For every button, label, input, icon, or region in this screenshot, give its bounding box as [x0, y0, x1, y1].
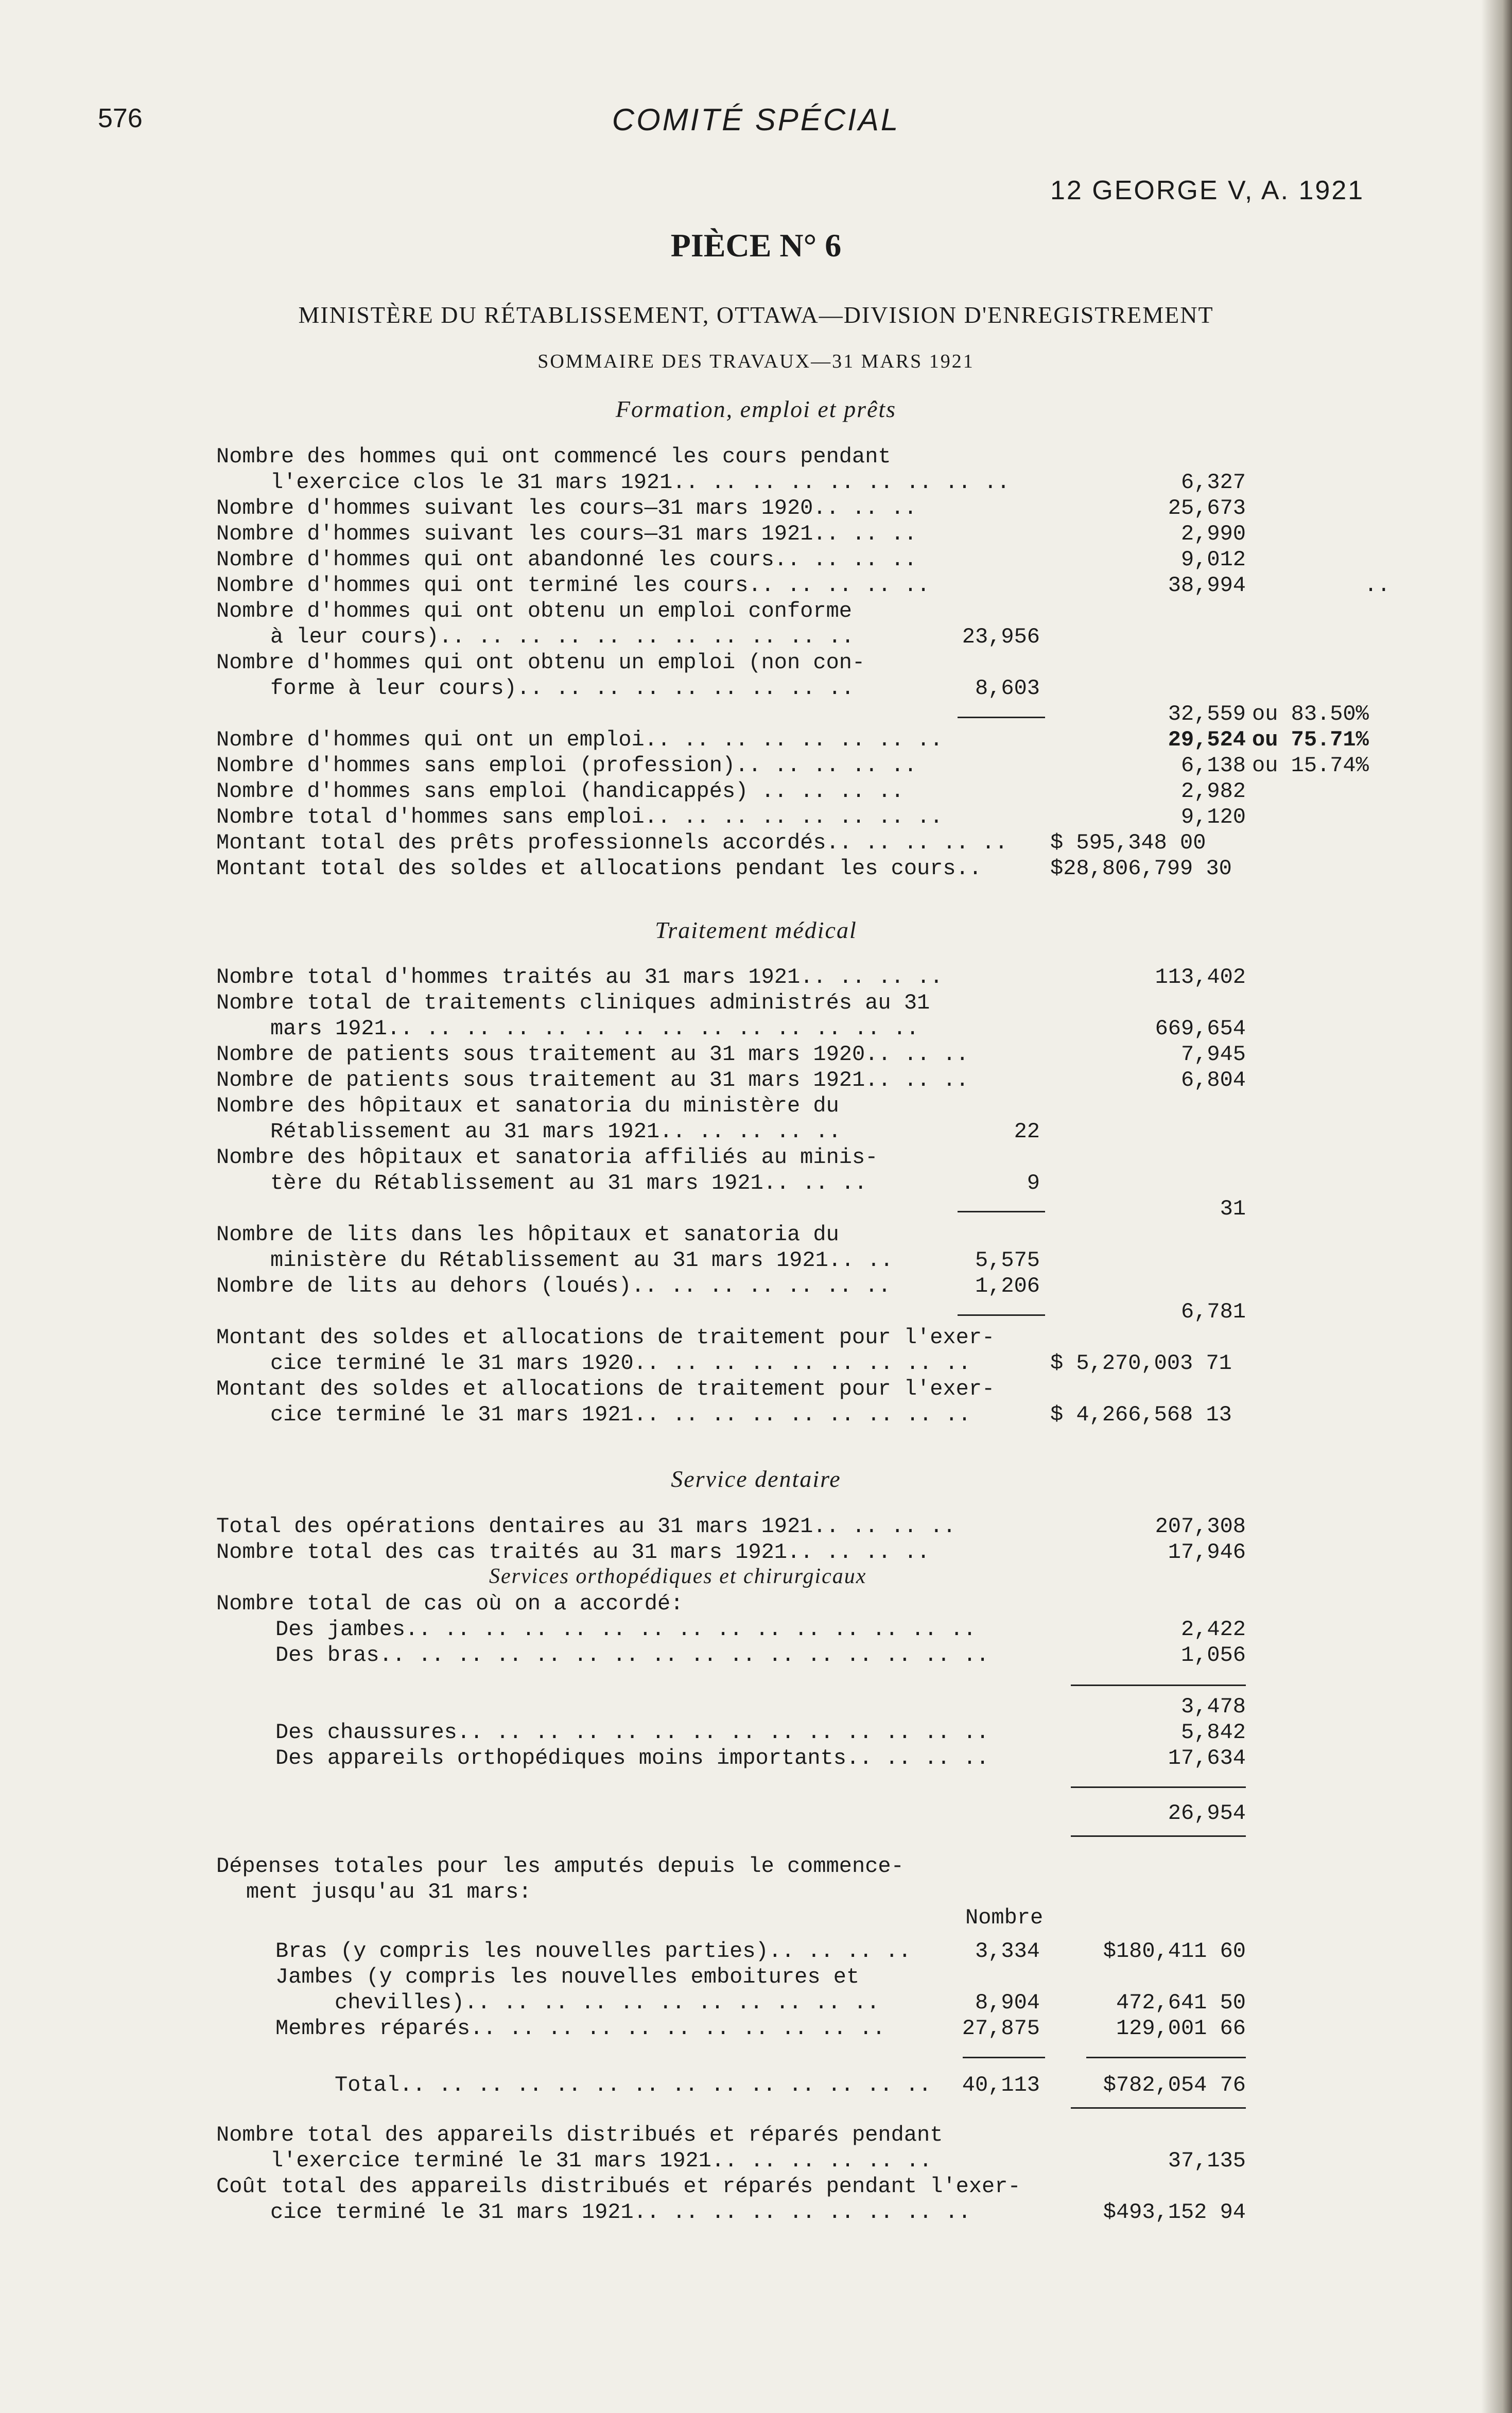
medical-value-4: 6,804: [1180, 1068, 1246, 1092]
amputees-row-3-amount: 129,001 66: [1116, 2016, 1246, 2041]
medical-value-9: $ 5,270,003 71: [1050, 1351, 1232, 1376]
medical-line-4: Nombre de patients sous traitement au 31 mars 1921.. .. ..: [216, 1068, 969, 1092]
formation-line-10: Nombre d'hommes sans emploi (handicappés) .. .. .. ..: [216, 779, 904, 804]
formation-line-11: Nombre total d'hommes sans emploi.. .. .. .. .. .. .. ..: [216, 805, 943, 829]
amputees-row-2-amount: 472,641 50: [1116, 1990, 1246, 2015]
dental-subtotal-rule: [1071, 1685, 1246, 1686]
dental-value-2: 17,946: [1168, 1540, 1246, 1565]
medical-mid-6: 9: [1027, 1171, 1040, 1195]
dental-line-4: Des jambes.. .. .. .. .. .. .. .. .. .. .. .. .. .. ..: [275, 1617, 977, 1642]
amputees-total-underline: [1071, 2107, 1246, 2109]
formation-value-3: 2,990: [1180, 522, 1246, 546]
formation-line-2: Nombre d'hommes suivant les cours—31 mars 1920.. .. ..: [216, 496, 917, 520]
formation-value-11: 9,120: [1180, 805, 1246, 829]
medical-line-6a: Nombre des hôpitaux et sanatoria affiliés au minis-: [216, 1145, 878, 1170]
dental-subtotal: 3,478: [1180, 1694, 1246, 1719]
formation-line-1b: l'exercice clos le 31 mars 1921.. .. .. .. .. .. .. .. ..: [270, 470, 1010, 495]
footer-line-1b: l'exercice terminé le 31 mars 1921.. .. .. .. .. ..: [270, 2148, 932, 2173]
formation-value-4: 9,012: [1180, 547, 1246, 572]
formation-pct-8: ou 75.71%: [1252, 727, 1369, 752]
formation-line-7a: Nombre d'hommes qui ont obtenu un emploi (non con-: [216, 650, 865, 675]
medical-line-8: Nombre de lits au dehors (loués).. .. .. .. .. .. ..: [216, 1274, 891, 1298]
medical-line-1: Nombre total d'hommes traités au 31 mars 1921.. .. .. ..: [216, 965, 943, 989]
formation-value-8: 29,524: [1168, 727, 1246, 752]
dental-value-1: 207,308: [1155, 1514, 1246, 1539]
formation-value-5-dots: ..: [1364, 573, 1391, 598]
medical-value-1: 113,402: [1155, 965, 1246, 989]
formation-pct-9: ou 15.74%: [1252, 753, 1369, 778]
formation-employed-sum: 32,559: [1168, 702, 1246, 726]
medical-line-6b: tère du Rétablissement au 31 mars 1921.. .. ..: [270, 1171, 867, 1195]
formation-subtotal-rule: [958, 717, 1045, 718]
section-heading-medical: Traitement médical: [655, 917, 857, 943]
summary-title: SOMMAIRE DES TRAVAUX—31 MARS 1921: [537, 351, 975, 372]
dental-line-6: Des chaussures.. .. .. .. .. .. .. .. .. .. .. .. .. ..: [275, 1720, 989, 1745]
page-number: 576: [98, 103, 143, 133]
formation-line-7b: forme à leur cours).. .. .. .. .. .. .. .. ..: [270, 676, 855, 701]
dental-value-4: 2,422: [1180, 1617, 1246, 1642]
dental-line-3: Nombre total de cas où on a accordé:: [216, 1591, 684, 1616]
amputees-row-1-amount: $180,411 60: [1103, 1939, 1246, 1964]
amputees-col-header: Nombre: [965, 1905, 1044, 1930]
amputees-line-1b: ment jusqu'au 31 mars:: [246, 1880, 532, 1904]
amputees-line-1a: Dépenses totales pour les amputés depuis le commence-: [216, 1854, 904, 1879]
medical-value-10: $ 4,266,568 13: [1050, 1402, 1232, 1427]
medical-hospital-total: 31: [1220, 1196, 1246, 1221]
amputees-row-3-num: 27,875: [962, 2016, 1040, 2041]
formation-line-3: Nombre d'hommes suivant les cours—31 mars 1921.. .. ..: [216, 522, 917, 546]
medical-line-7a: Nombre de lits dans les hôpitaux et sanatoria du: [216, 1222, 839, 1247]
dental-value-5: 1,056: [1180, 1643, 1246, 1668]
amputees-row-2-num: 8,904: [975, 1990, 1040, 2015]
section-heading-dental: Service dentaire: [671, 1466, 841, 1492]
ortho-heading: Services orthopédiques et chirurgicaux: [489, 1565, 867, 1588]
medical-line-2a: Nombre total de traitements cliniques administrés au 31: [216, 991, 930, 1015]
medical-line-10a: Montant des soldes et allocations de traitement pour l'exer-: [216, 1377, 995, 1401]
medical-mid-8: 1,206: [975, 1274, 1040, 1298]
amputees-total-num: 40,113: [962, 2073, 1040, 2097]
medical-line-10b: cice terminé le 31 mars 1921.. .. .. .. .. .. .. .. ..: [270, 1402, 971, 1427]
footer-line-2b: cice terminé le 31 mars 1921.. .. .. .. .. .. .. .. ..: [270, 2200, 971, 2225]
dental-value-7: 17,634: [1168, 1746, 1246, 1770]
medical-line-9a: Montant des soldes et allocations de traitement pour l'exer-: [216, 1325, 995, 1350]
medical-beds-total: 6,781: [1180, 1299, 1246, 1324]
amputees-row-2-label-b: chevilles).. .. .. .. .. .. .. .. .. .. ..: [335, 1990, 880, 2015]
amputees-total-amount: $782,054 76: [1103, 2073, 1246, 2097]
formation-value-10: 2,982: [1180, 779, 1246, 804]
medical-line-2b: mars 1921.. .. .. .. .. .. .. .. .. .. .. .. .. ..: [270, 1016, 919, 1041]
dental-total: 26,954: [1168, 1801, 1246, 1826]
running-title: COMITÉ SPÉCIAL: [612, 102, 900, 137]
dental-line-5: Des bras.. .. .. .. .. .. .. .. .. .. .. .. .. .. .. ..: [275, 1643, 989, 1668]
medical-value-3: 7,945: [1180, 1042, 1246, 1067]
formation-line-5: Nombre d'hommes qui ont terminé les cours.. .. .. .. ..: [216, 573, 930, 598]
dental-line-7: Des appareils orthopédiques moins importants.. .. .. ..: [275, 1746, 989, 1770]
formation-line-4: Nombre d'hommes qui ont abandonné les cours.. .. .. ..: [216, 547, 917, 572]
footer-line-2a: Coût total des appareils distribués et réparés pendant l'exer-: [216, 2174, 1021, 2199]
dental-line-2: Nombre total des cas traités au 31 mars 1921.. .. .. ..: [216, 1540, 930, 1565]
medical-mid-5: 22: [1014, 1119, 1040, 1144]
piece-title: PIÈCE N° 6: [670, 227, 842, 264]
formation-line-8: Nombre d'hommes qui ont un emploi.. .. .. .. .. .. .. ..: [216, 727, 943, 752]
formation-line-9: Nombre d'hommes sans emploi (profession).. .. .. .. ..: [216, 753, 917, 778]
formation-mid-6: 23,956: [962, 624, 1040, 649]
medical-beds-rule: [958, 1314, 1045, 1316]
ministry-title: MINISTÈRE DU RÉTABLISSEMENT, OTTAWA—DIVISION D'ENREGISTREMENT: [298, 302, 1214, 328]
formation-value-9: 6,138: [1180, 753, 1246, 778]
dental-total-underline: [1071, 1835, 1246, 1837]
medical-mid-7: 5,575: [975, 1248, 1040, 1273]
amputees-total-label: Total.. .. .. .. .. .. .. .. .. .. .. .. .. ..: [335, 2073, 932, 2097]
formation-line-6a: Nombre d'hommes qui ont obtenu un emploi conforme: [216, 599, 853, 623]
formation-value-2: 25,673: [1168, 496, 1246, 520]
formation-value-13: $28,806,799 30: [1050, 856, 1232, 881]
formation-line-12: Montant total des prêts professionnels accordés.. .. .. .. ..: [216, 830, 1008, 855]
medical-hospital-rule: [958, 1211, 1045, 1212]
dental-value-6: 5,842: [1180, 1720, 1246, 1745]
formation-employed-sum-pct: ou 83.50%: [1252, 702, 1369, 726]
formation-line-1a: Nombre des hommes qui ont commencé les cours pendant: [216, 444, 891, 469]
footer-value-1: 37,135: [1168, 2148, 1246, 2173]
formation-mid-7: 8,603: [975, 676, 1040, 701]
amputees-row-1-num: 3,334: [975, 1939, 1040, 1964]
amputees-row-1-label: Bras (y compris les nouvelles parties).. .. .. ..: [275, 1939, 912, 1964]
amputees-num-rule: [963, 2057, 1045, 2058]
amputees-row-3-label: Membres réparés.. .. .. .. .. .. .. .. .. .. ..: [275, 2016, 885, 2041]
formation-line-13: Montant total des soldes et allocations pendant les cours..: [216, 856, 982, 881]
medical-value-2: 669,654: [1155, 1016, 1246, 1041]
session-label: 12 GEORGE V, A. 1921: [1050, 176, 1365, 205]
medical-line-9b: cice terminé le 31 mars 1920.. .. .. .. .. .. .. .. ..: [270, 1351, 971, 1376]
formation-value-1: 6,327: [1180, 470, 1246, 495]
medical-line-3: Nombre de patients sous traitement au 31 mars 1920.. .. ..: [216, 1042, 969, 1067]
amputees-row-2-label-a: Jambes (y compris les nouvelles emboitures et: [275, 1965, 860, 1989]
formation-line-6b: à leur cours).. .. .. .. .. .. .. .. .. .. ..: [270, 624, 855, 649]
medical-line-5a: Nombre des hôpitaux et sanatoria du ministère du: [216, 1093, 839, 1118]
formation-value-5: 38,994: [1168, 573, 1246, 598]
section-heading-formation: Formation, emploi et prêts: [615, 396, 897, 422]
footer-value-2: $493,152 94: [1103, 2200, 1246, 2225]
footer-line-1a: Nombre total des appareils distribués et réparés pendant: [216, 2123, 943, 2147]
amputees-amount-rule: [1086, 2057, 1246, 2058]
dental-total-rule: [1071, 1786, 1246, 1788]
medical-line-7b: ministère du Rétablissement au 31 mars 1921.. ..: [270, 1248, 893, 1273]
dental-line-1: Total des opérations dentaires au 31 mars 1921.. .. .. ..: [216, 1514, 956, 1539]
medical-line-5b: Rétablissement au 31 mars 1921.. .. .. .. ..: [270, 1119, 841, 1144]
formation-value-12: $ 595,348 00: [1050, 830, 1206, 855]
